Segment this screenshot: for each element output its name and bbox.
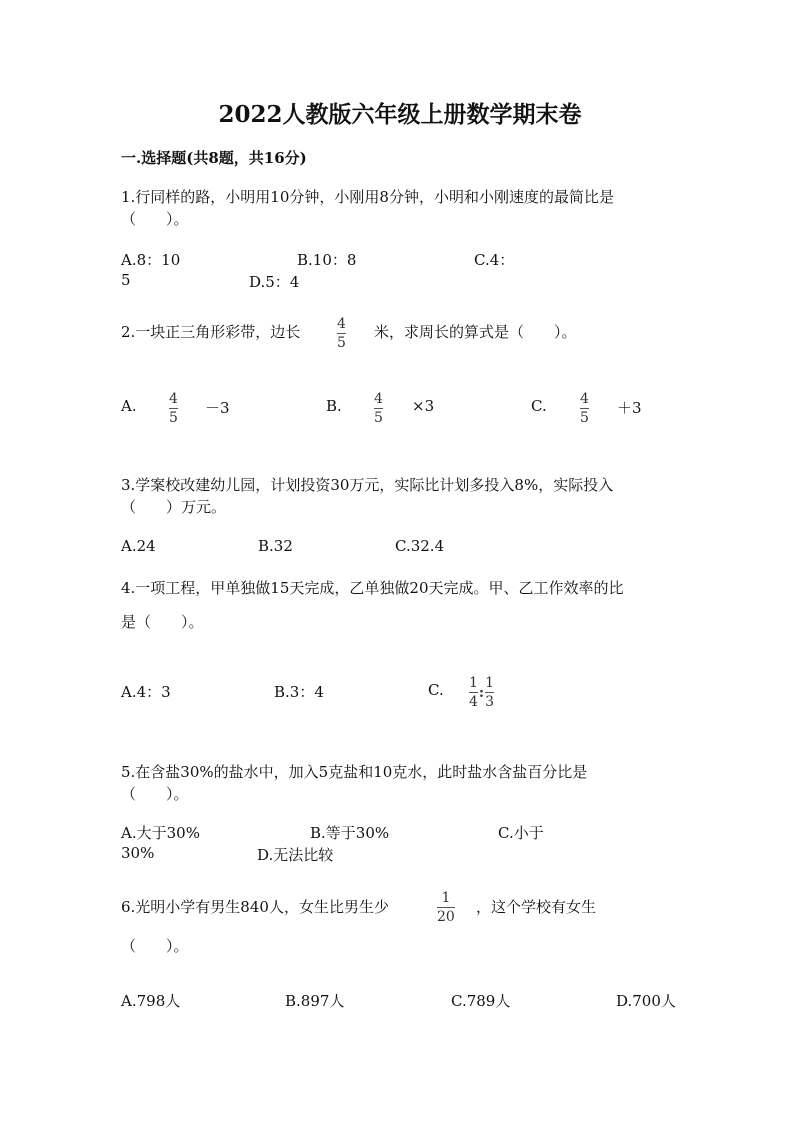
- q6-option-d: D.700人: [616, 992, 676, 1010]
- question-6-paren: （ ）。: [121, 937, 189, 955]
- q4-option-c-ratio: $\frac{1}{4}$ : $\frac{1}{3}$: [469, 675, 495, 710]
- question-2-text-start: 2.一块正三角形彩带，边长: [121, 323, 301, 341]
- q1-option-d: D.5：4: [249, 273, 300, 291]
- question-1-text: 1.行同样的路，小明用10分钟，小刚用8分钟，小明和小刚速度的最简比是: [121, 188, 614, 206]
- q2-option-c-op: ＋3: [617, 399, 642, 417]
- q5-option-a: A.大于30%: [121, 824, 200, 842]
- question-4-paren: 是（ ）。: [121, 613, 204, 631]
- q5-option-c-cont: 30%: [121, 844, 155, 862]
- fraction-denominator: 20: [437, 909, 455, 925]
- q5-option-b: B.等于30%: [310, 824, 390, 842]
- q6-option-c: C.789人: [451, 992, 511, 1010]
- q3-option-a: A.24: [121, 537, 156, 555]
- question-6-text-end: ，这个学校有女生: [476, 898, 597, 916]
- q1-option-c-cont: 5: [121, 271, 131, 289]
- q6-fraction: [437, 890, 455, 925]
- question-4-text: 4.一项工程，甲单独做15天完成，乙单独做20天完成。甲、乙工作效率的比: [121, 579, 624, 597]
- q2-option-c-fraction: 4 5: [580, 391, 589, 426]
- q2-option-a-op: －3: [205, 399, 230, 417]
- question-2-text-end: 米，求周长的算式是（ ）。: [374, 323, 577, 341]
- question-3-paren: （ ）万元。: [121, 498, 227, 516]
- q2-option-b-fraction: 4 5: [374, 391, 383, 426]
- q2-option-b-label: B.: [326, 397, 342, 415]
- q1-option-c: C.4：: [474, 251, 515, 269]
- q6-option-b: B.897人: [285, 992, 345, 1010]
- q4-option-a: A.4：3: [121, 683, 171, 701]
- fraction-denominator: 5: [337, 335, 346, 351]
- q3-option-b: B.32: [258, 537, 293, 555]
- ratio-second-fraction: $\frac{1}{3}$: [485, 675, 495, 710]
- q2-fraction: [337, 316, 346, 351]
- question-3-text: 3.学案校改建幼儿园，计划投资30万元，实际比计划多投入8%，实际投入: [121, 476, 614, 494]
- q1-option-b: B.10：8: [297, 251, 357, 269]
- fraction-numerator: 1: [441, 890, 451, 906]
- q5-option-d: D.无法比较: [257, 846, 334, 864]
- ratio-first-fraction: $\frac{1}{4}$: [469, 675, 478, 710]
- page-title: 2022人教版六年级上册数学期末卷: [218, 101, 582, 128]
- q4-option-b: B.3：4: [274, 683, 324, 701]
- q5-option-c: C.小于: [498, 824, 544, 842]
- q2-option-a-label: A.: [121, 397, 137, 415]
- q3-option-c: C.32.4: [395, 537, 445, 555]
- q1-option-a: A.8：10: [121, 251, 181, 269]
- section-header: 一.选择题(共8题，共16分): [121, 149, 307, 167]
- fraction-numerator: 4: [337, 316, 346, 332]
- q2-option-c-label: C.: [531, 397, 547, 415]
- q2-option-b-op: ×3: [412, 397, 435, 415]
- question-1-paren: （ ）。: [121, 210, 189, 228]
- q4-option-c: C.: [428, 681, 444, 699]
- q2-option-a-fraction: 4 5: [169, 391, 178, 426]
- question-6-text-start: 6.光明小学有男生840人，女生比男生少: [121, 898, 389, 916]
- question-5-text: 5.在含盐30%的盐水中，加入5克盐和10克水，此时盐水含盐百分比是: [121, 763, 588, 781]
- question-5-paren: （ ）。: [121, 785, 189, 803]
- q6-option-a: A.798人: [121, 992, 181, 1010]
